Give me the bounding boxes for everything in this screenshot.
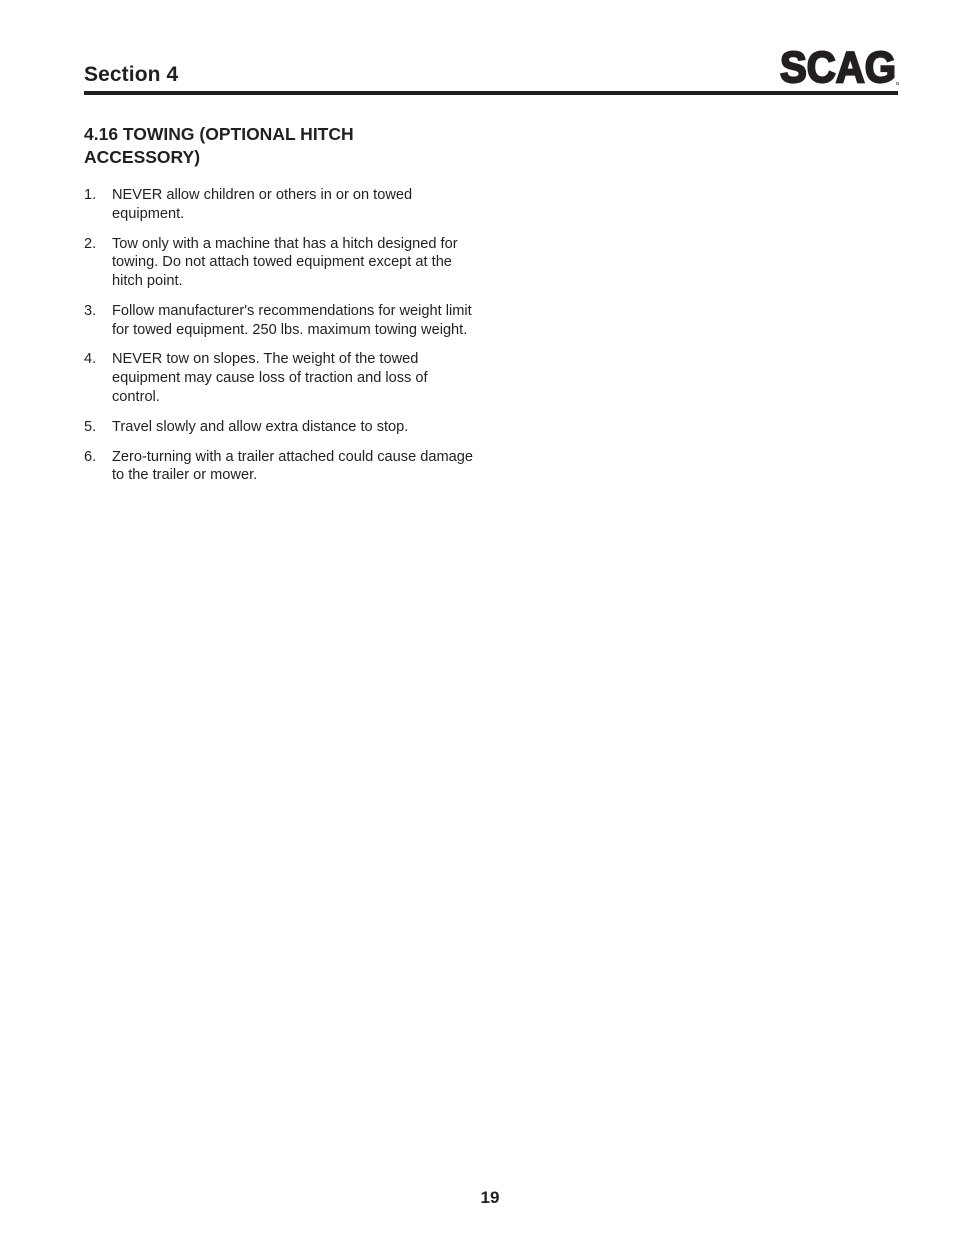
list-item	[84, 186, 476, 223]
step-number: 2.	[84, 235, 97, 252]
subsection-heading: 4.16 TOWING (OPTIONAL HITCH ACCESSORY)	[84, 124, 354, 167]
step-text: Travel slowly and allow extra distance to stop.	[112, 418, 409, 435]
header-rule	[84, 91, 898, 95]
list-item	[84, 350, 476, 406]
step-text: Follow manufacturer's recommendations for weight limit for towed equipment. 250 lbs. maximum towing weight.	[112, 302, 472, 338]
page-number: 19	[480, 1188, 500, 1207]
step-number: 5.	[84, 418, 97, 435]
step-text: Zero-turning with a trailer attached could cause damage to the trailer or mower.	[112, 448, 473, 484]
step-number: 1.	[84, 187, 97, 203]
scag-logo	[780, 45, 900, 87]
scag-logo-text: SCAG	[780, 45, 896, 87]
step-text: Tow only with a machine that has a hitch designed for towing. Do not attach towed equipment except at the hitch point.	[112, 235, 458, 289]
list-item	[84, 448, 476, 485]
step-number: 6.	[84, 448, 97, 465]
step-text: NEVER allow children or others in or on towed equipment.	[112, 187, 413, 222]
step-text: NEVER tow on slopes. The weight of the towed equipment may cause loss of traction and loss of control.	[112, 351, 428, 405]
towing-steps-list	[84, 186, 476, 496]
section-title: Section 4	[84, 63, 179, 86]
list-item	[84, 302, 476, 339]
step-number: 4.	[84, 351, 97, 368]
list-item	[84, 418, 476, 437]
list-item	[84, 235, 476, 291]
registered-mark-icon	[896, 82, 899, 85]
step-number: 3.	[84, 302, 97, 319]
